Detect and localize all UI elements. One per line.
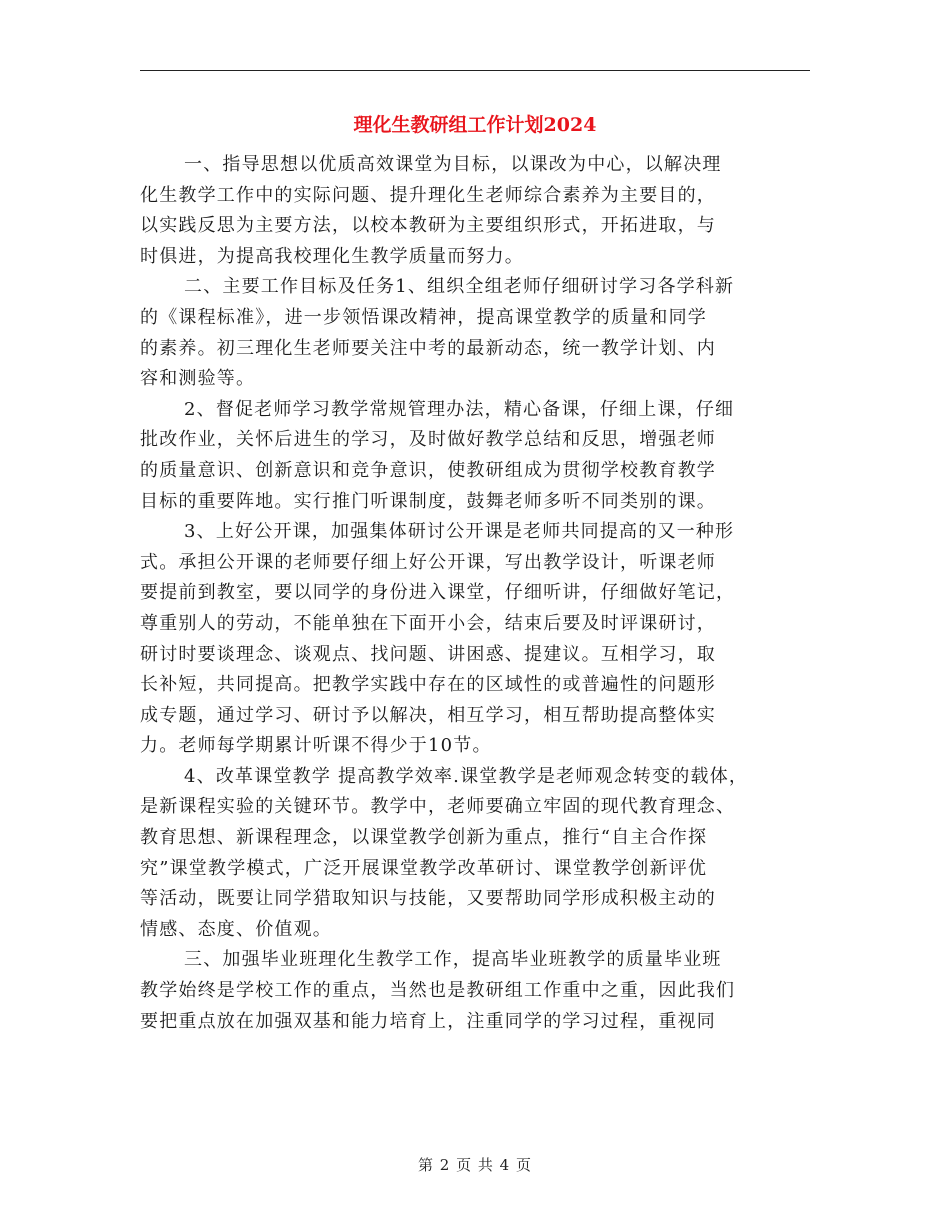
- paragraph-guiding-ideology: [140, 150, 812, 272]
- paragraph-teaching-routine: [140, 395, 812, 517]
- text-line: 化生教学工作中的实际问题、提升理化生老师综合素养为主要目的，: [140, 184, 716, 206]
- paragraph-main-goals: [140, 272, 812, 394]
- text-line: 的质量意识、创新意识和竞争意识，使教研组成为贯彻学校教育教学: [140, 459, 716, 481]
- text-line: 力。老师每学期累计听课不得少于10节。: [140, 735, 492, 757]
- text-line: 目标的重要阵地。实行推门听课制度，鼓舞老师多听不同类别的课。: [140, 490, 716, 512]
- text-line: 批改作业，关怀后进生的学习，及时做好教学总结和反思，增强老师: [140, 429, 716, 451]
- text-line: 的《课程标准》，进一步领悟课改精神，提高课堂教学的质量和同学: [140, 306, 707, 328]
- text-line: 的素养。初三理化生老师要关注中考的最新动态，统一教学计划、内: [140, 337, 716, 359]
- text-line: 要把重点放在加强双基和能力培育上，注重同学的学习过程，重视同: [140, 1010, 716, 1032]
- text-line: 研讨时要谈理念、谈观点、找问题、讲困惑、提建议。互相学习，取: [140, 643, 716, 665]
- text-line: 究”课堂教学模式，广泛开展课堂教学改革研讨、课堂教学创新评优: [140, 857, 708, 879]
- document-body: [140, 150, 812, 1037]
- text-line: 二、主要工作目标及任务1、组织全组老师仔细研讨学习各学科新: [184, 276, 735, 298]
- text-line: 一、指导思想以优质高效课堂为目标，以课改为中心，以解决理: [184, 154, 722, 175]
- text-line: 是新课程实验的关键环节。教学中，老师要确立牢固的现代教育理念、: [140, 796, 736, 818]
- text-line: 教学始终是学校工作的重点，当然也是教研组工作重中之重，因此我们: [140, 980, 736, 1002]
- text-line: 尊重别人的劳动，不能单独在下面开小会，结束后要及时评课研讨，: [140, 612, 716, 634]
- text-line: 三、加强毕业班理化生教学工作，提高毕业班教学的质量毕业班: [184, 949, 722, 971]
- paragraph-open-classes: [140, 517, 812, 762]
- page-number-footer: 第 2 页 共 4 页: [418, 1156, 532, 1174]
- text-line: 3、上好公开课，加强集体研讨公开课是老师共同提高的又一种形: [184, 521, 735, 543]
- paragraph-graduating-classes: [140, 945, 812, 1037]
- text-line: 等活动，既要让同学猎取知识与技能，又要帮助同学形成积极主动的: [140, 888, 716, 910]
- text-line: 情感、态度、价值观。: [140, 918, 332, 940]
- paragraph-classroom-reform: [140, 762, 812, 946]
- header-rule: [140, 70, 810, 71]
- text-line: 2、督促老师学习教学常规管理办法，精心备课，仔细上课，仔细: [184, 398, 735, 420]
- text-line: 容和测验等。: [140, 368, 256, 390]
- text-line: 式。承担公开课的老师要仔细上好公开课，写出教学设计，听课老师: [140, 551, 716, 573]
- text-line: 以实践反思为主要方法，以校本教研为主要组织形式，开拓进取，与: [140, 215, 716, 237]
- text-line: 时俱进，为提高我校理化生教学质量而努力。: [140, 245, 524, 267]
- document-title: 理化生教研组工作计划2024: [353, 114, 597, 136]
- text-line: 4、改革课堂教学 提高教学效率.课堂教学是老师观念转变的载体，: [184, 765, 749, 787]
- text-line: 成专题，通过学习、研讨予以解决，相互学习，相互帮助提高整体实: [140, 704, 716, 726]
- text-line: 长补短，共同提高。把教学实践中存在的区域性的或普遍性的问题形: [140, 674, 716, 696]
- text-line: 教育思想、新课程理念，以课堂教学创新为重点，推行“自主合作探: [140, 827, 708, 849]
- text-line: 要提前到教室，要以同学的身份进入课堂，仔细听讲，仔细做好笔记，: [140, 582, 736, 604]
